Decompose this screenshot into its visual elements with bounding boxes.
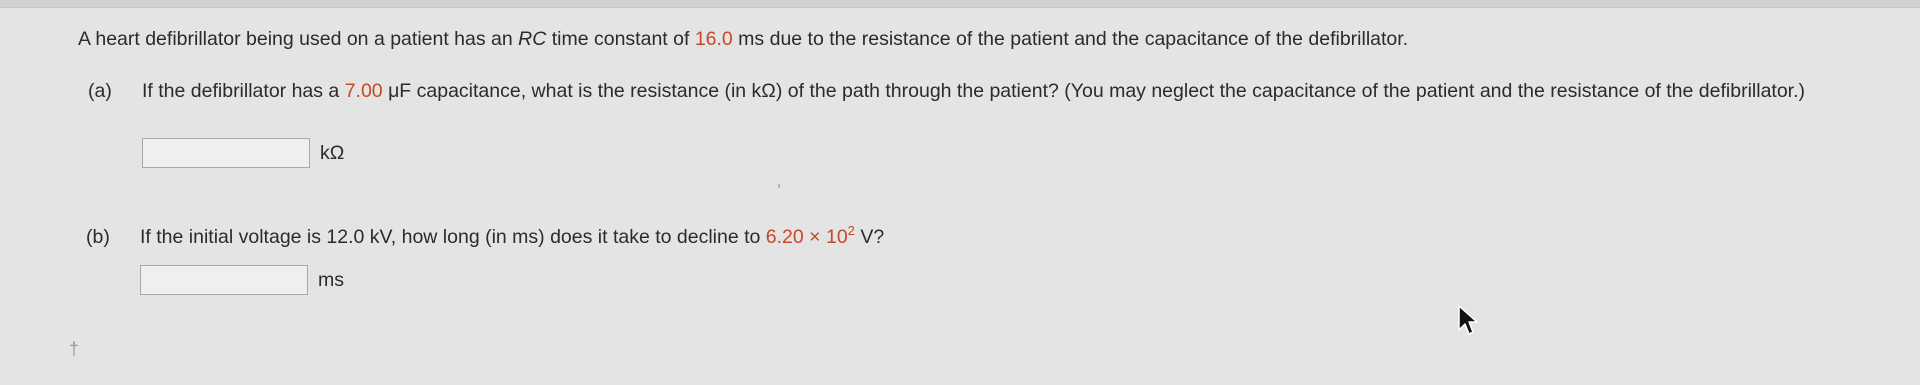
part-b-voltage-base: 6.20 × 10 (765, 226, 848, 248)
part-a-question (142, 80, 1902, 103)
mouse-pointer-icon (1457, 304, 1483, 338)
speck-mark (778, 184, 784, 187)
statement-time-constant-value: 16.0 (694, 28, 733, 50)
part-b-voltage-value (765, 223, 855, 248)
part-a-label: (a) (88, 80, 112, 102)
statement-text-pre: A heart defibrillator being used on a patient has an (78, 28, 519, 50)
statement-symbol: RC (518, 28, 547, 50)
part-b-text-pre: If the initial voltage is 12.0 kV, how long (in ms) does it take to decline to (140, 226, 766, 248)
part-a-text-post: μF capacitance, what is the resistance (in kΩ) of the path through the patient? (You may neglect the capacitance of the patient and the resistance of the defibrillator.) (382, 80, 1806, 102)
part-b-unit: ms (318, 268, 344, 291)
question-panel (78, 20, 1888, 385)
problem-statement (78, 28, 1408, 51)
part-b-answer-row (140, 265, 344, 295)
part-b-text-post: V? (854, 226, 885, 248)
part-a-unit: kΩ (320, 141, 345, 164)
part-b-label: (b) (86, 226, 110, 248)
part-a-answer-input[interactable] (142, 138, 310, 168)
part-a-text-pre: If the defibrillator has a (142, 80, 345, 102)
part-b-voltage-exponent: 2 (847, 223, 855, 238)
part-a-capacitance-value: 7.00 (344, 80, 383, 102)
statement-text-mid: time constant of (546, 28, 695, 50)
part-a-answer-row (142, 138, 344, 168)
statement-text-post: ms due to the resistance of the patient and the capacitance of the defibrillator. (732, 28, 1409, 50)
part-b-question (140, 223, 1900, 249)
part-b-answer-input[interactable] (140, 265, 308, 295)
dagger-icon: † (69, 339, 80, 359)
top-strip (0, 0, 1920, 8)
